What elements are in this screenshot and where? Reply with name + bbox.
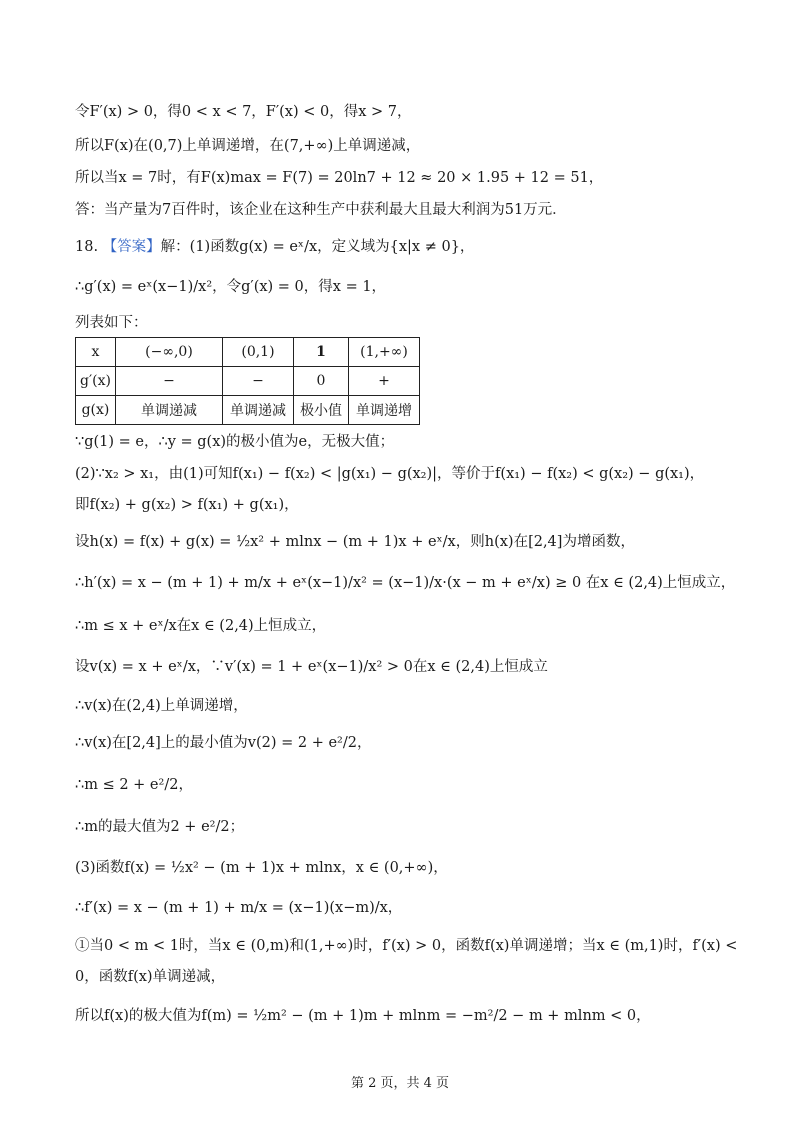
table-cell: g(x) bbox=[76, 396, 116, 425]
page-footer: 第 2 页，共 4 页 bbox=[350, 1076, 450, 1091]
text-line-20: ∴f′(x) = x − (m + 1) + m/x = (x−1)(x−m)/x， bbox=[75, 900, 403, 916]
text-line-22: 0，函数f(x)单调递减， bbox=[75, 969, 226, 985]
table-cell: (0,1) bbox=[222, 338, 293, 367]
table-cell: x bbox=[76, 338, 116, 367]
table-row bbox=[76, 396, 420, 425]
table-cell: 单调递增 bbox=[348, 396, 419, 425]
sign-table bbox=[75, 337, 420, 425]
text-line-2: 所以F(x)在(0,7)上单调递增，在(7,+∞)上单调递减， bbox=[75, 138, 421, 154]
question-18-text: 解：(1)函数g(x) = eˣ/x，定义域为{x|x ≠ 0}， bbox=[160, 239, 475, 255]
table-row bbox=[76, 338, 420, 367]
text-line-3: 所以当x = 7时，有F(x)max = F(7) = 20ln7 + 12 ≈ 20 × 1.95 + 12 = 51， bbox=[75, 170, 604, 186]
text-line-7: 列表如下： bbox=[75, 315, 148, 331]
text-line-9: (2)∵x₂ > x₁，由(1)可知f(x₁) − f(x₂) < |g(x₁) − g(x₂)|，等价于f(x₁) − f(x₂) < g(x₂) − g(x₁)， bbox=[75, 466, 705, 482]
table-cell: − bbox=[222, 367, 293, 396]
table-cell: (−∞,0) bbox=[115, 338, 222, 367]
text-line-6: ∴g′(x) = eˣ(x−1)/x²，令g′(x) = 0，得x = 1， bbox=[75, 279, 387, 295]
text-line-4: 答：当产量为7百件时，该企业在这种生产中获利最大且最大利润为51万元． bbox=[75, 202, 567, 218]
text-line-17: ∴m ≤ 2 + e²/2， bbox=[75, 777, 193, 793]
text-line-15: ∴v(x)在(2,4)上单调递增， bbox=[75, 698, 248, 714]
table-cell: g′(x) bbox=[76, 367, 116, 396]
table-cell: + bbox=[348, 367, 419, 396]
text-line-8: ∵g(1) = e，∴y = g(x)的极小值为e，无极大值； bbox=[75, 434, 395, 450]
text-line-23: 所以f(x)的极大值为f(m) = ½m² − (m + 1)m + mlnm = −m²/2 − m + mlnm < 0， bbox=[75, 1008, 651, 1024]
text-line-18: ∴m的最大值为2 + e²/2； bbox=[75, 819, 245, 835]
table-cell: 极小值 bbox=[293, 396, 348, 425]
table-cell: (1,+∞) bbox=[348, 338, 419, 367]
answer-tag: 【答案】 bbox=[102, 239, 161, 255]
text-line-14: 设v(x) = x + eˣ/x，∵v′(x) = 1 + eˣ(x−1)/x² > 0在x ∈ (2,4)上恒成立 bbox=[75, 659, 548, 675]
table-cell: 1 bbox=[293, 338, 348, 367]
text-line-16: ∴v(x)在[2,4]上的最小值为v(2) = 2 + e²/2， bbox=[75, 735, 372, 751]
text-line-1: 令F′(x) > 0，得0 < x < 7，F′(x) < 0，得x > 7， bbox=[75, 104, 412, 120]
table-cell: − bbox=[115, 367, 222, 396]
text-line-11: 设h(x) = f(x) + g(x) = ½x² + mlnx − (m + 1)x + eˣ/x，则h(x)在[2,4]为增函数， bbox=[75, 534, 635, 550]
table-cell: 单调递减 bbox=[115, 396, 222, 425]
table-row bbox=[76, 367, 420, 396]
text-line-10: 即f(x₂) + g(x₂) > f(x₁) + g(x₁)， bbox=[75, 497, 299, 513]
text-line-12: ∴h′(x) = x − (m + 1) + m/x + eˣ(x−1)/x² = (x−1)/x·(x − m + eˣ/x) ≥ 0 在x ∈ (2,4)上恒成立， bbox=[75, 575, 736, 591]
text-line-19: (3)函数f(x) = ½x² − (m + 1)x + mlnx，x ∈ (0,+∞)， bbox=[75, 860, 448, 876]
question-number: 18. bbox=[75, 239, 99, 255]
text-line-13: ∴m ≤ x + eˣ/x在x ∈ (2,4)上恒成立， bbox=[75, 618, 327, 634]
question-18-line bbox=[75, 237, 740, 257]
table-cell: 单调递减 bbox=[222, 396, 293, 425]
table-cell: 0 bbox=[293, 367, 348, 396]
text-line-21: ①当0 < m < 1时，当x ∈ (0,m)和(1,+∞)时，f′(x) > 0，函数f(x)单调递增；当x ∈ (m,1)时，f′(x) < bbox=[75, 938, 738, 954]
